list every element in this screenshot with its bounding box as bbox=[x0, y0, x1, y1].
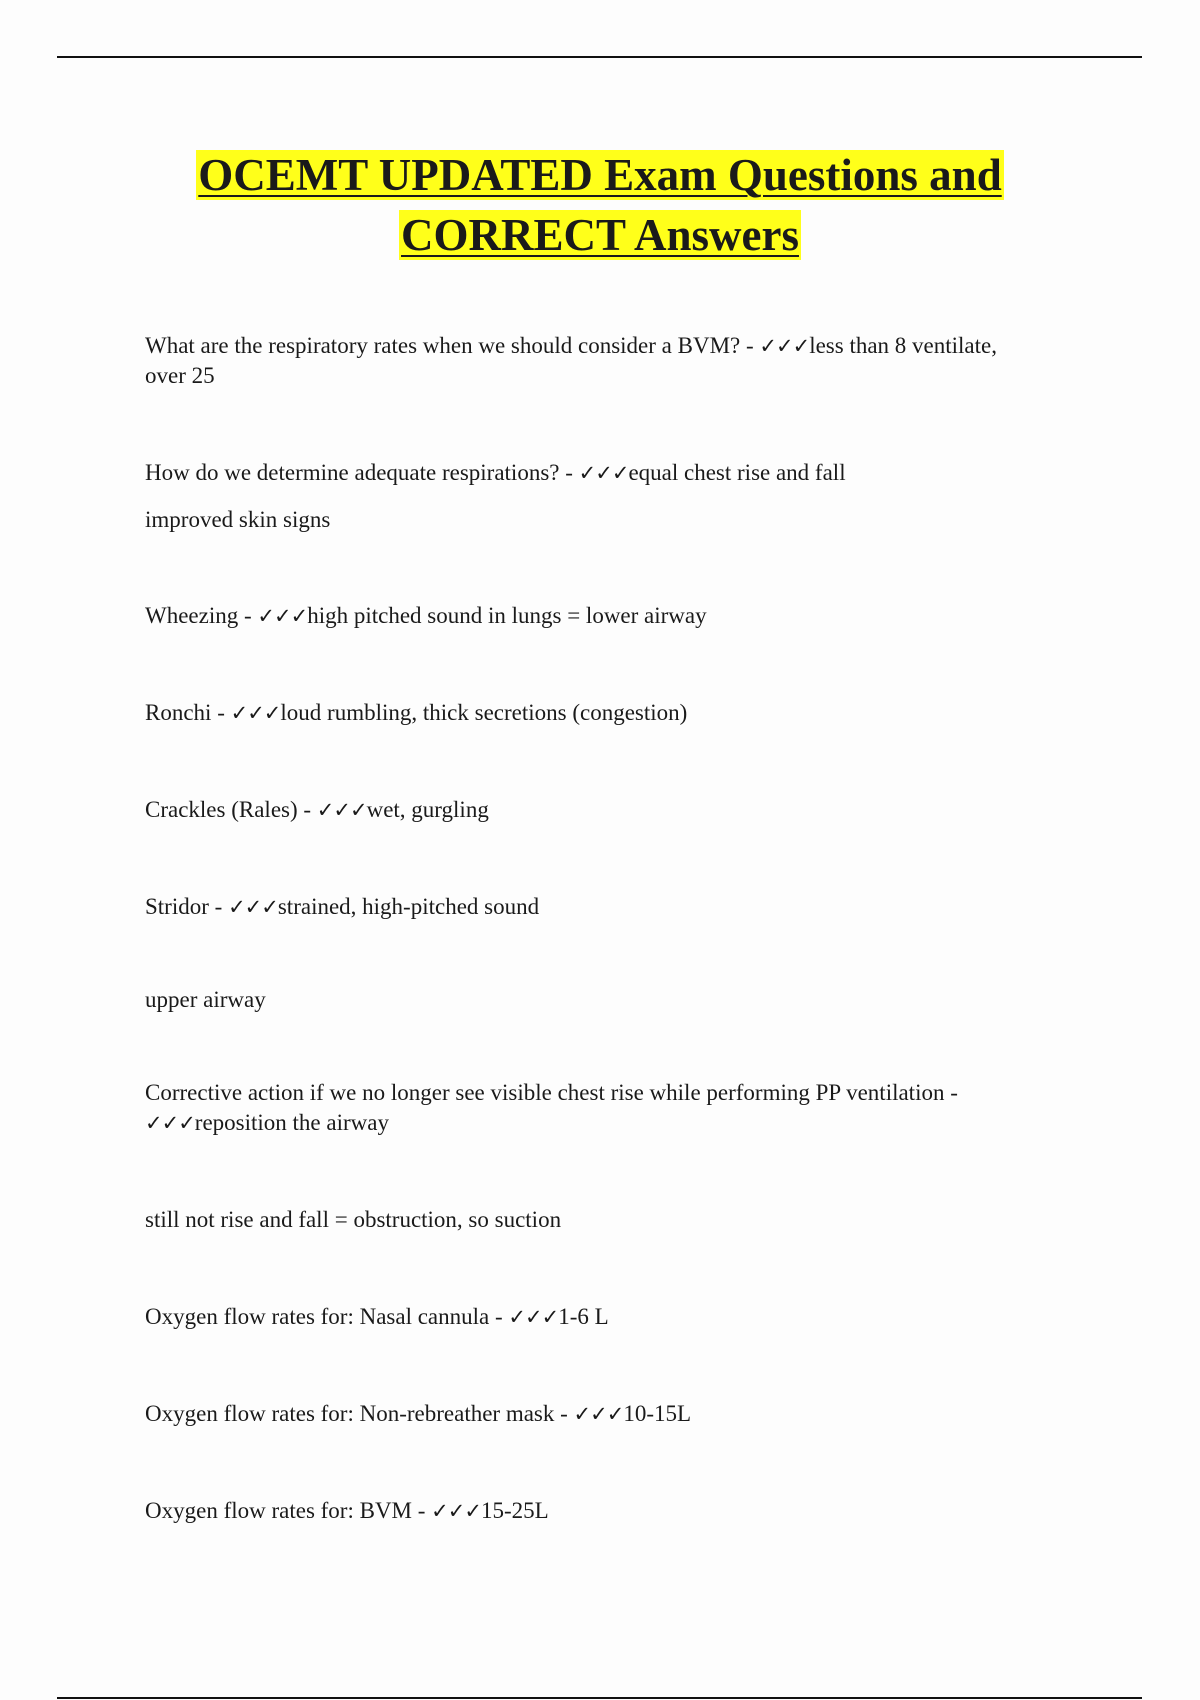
title-line-2: CORRECT Answers bbox=[401, 210, 799, 260]
checkmark-icon: ✓✓✓ bbox=[431, 1499, 481, 1523]
top-rule bbox=[57, 56, 1142, 58]
qa-entry-4 bbox=[145, 698, 1065, 728]
qa-entry-2 bbox=[145, 458, 1065, 488]
answer-continued: upper airway bbox=[145, 987, 266, 1012]
question: How do we determine adequate respirations? - bbox=[145, 460, 579, 485]
question: Oxygen flow rates for: Non-rebreather mask - bbox=[145, 1401, 574, 1426]
checkmark-icon: ✓✓✓ bbox=[145, 1111, 195, 1135]
qa-entry-3 bbox=[145, 601, 1065, 631]
answer: wet, gurgling bbox=[366, 797, 489, 822]
title-line-1: OCEMT UPDATED Exam Questions and bbox=[198, 150, 1002, 200]
checkmark-icon: ✓✓✓ bbox=[508, 1305, 559, 1329]
checkmark-icon: ✓✓✓ bbox=[228, 895, 278, 919]
question: Oxygen flow rates for: BVM - bbox=[145, 1498, 432, 1523]
answer: equal chest rise and fall bbox=[628, 460, 846, 485]
question: Oxygen flow rates for: Nasal cannula - bbox=[145, 1304, 509, 1329]
checkmark-icon: ✓✓✓ bbox=[759, 334, 810, 358]
document-title bbox=[0, 145, 1200, 265]
answer: high pitched sound in lungs = lower airway bbox=[307, 603, 707, 628]
question: Stridor - bbox=[145, 894, 229, 919]
qa-entry-7 bbox=[145, 1078, 1065, 1138]
checkmark-icon: ✓✓✓ bbox=[316, 798, 367, 822]
qa-entry-6 bbox=[145, 892, 1065, 922]
answer-continued: over 25 bbox=[145, 363, 215, 388]
question: Crackles (Rales) - bbox=[145, 797, 317, 822]
checkmark-icon: ✓✓✓ bbox=[578, 461, 629, 485]
qa-entry-8 bbox=[145, 1302, 1065, 1332]
answer: 15-25L bbox=[480, 1498, 549, 1523]
qa-entry-1 bbox=[145, 331, 1065, 391]
checkmark-icon: ✓✓✓ bbox=[230, 701, 281, 725]
bottom-rule bbox=[57, 1697, 1142, 1699]
answer: strained, high-pitched sound bbox=[277, 894, 540, 919]
answer-continued: still not rise and fall = obstruction, so suction bbox=[145, 1207, 562, 1232]
answer: reposition the airway bbox=[194, 1110, 389, 1135]
question: Wheezing - bbox=[145, 603, 258, 628]
qa-entry-9 bbox=[145, 1399, 1065, 1429]
checkmark-icon: ✓✓✓ bbox=[257, 604, 308, 628]
question: What are the respiratory rates when we should consider a BVM? - bbox=[145, 333, 760, 358]
qa-entry-5 bbox=[145, 795, 1065, 825]
answer-continued: improved skin signs bbox=[145, 507, 331, 532]
answer: loud rumbling, thick secretions (congestion) bbox=[280, 700, 688, 725]
answer: 10-15L bbox=[623, 1401, 692, 1426]
answer: less than 8 ventilate, bbox=[809, 333, 997, 358]
checkmark-icon: ✓✓✓ bbox=[573, 1402, 624, 1426]
answer: 1-6 L bbox=[558, 1304, 609, 1329]
qa-entry-10 bbox=[145, 1496, 1065, 1526]
question: Ronchi - bbox=[145, 700, 231, 725]
question: Corrective action if we no longer see visible chest rise while performing PP ventilation - bbox=[145, 1080, 958, 1105]
